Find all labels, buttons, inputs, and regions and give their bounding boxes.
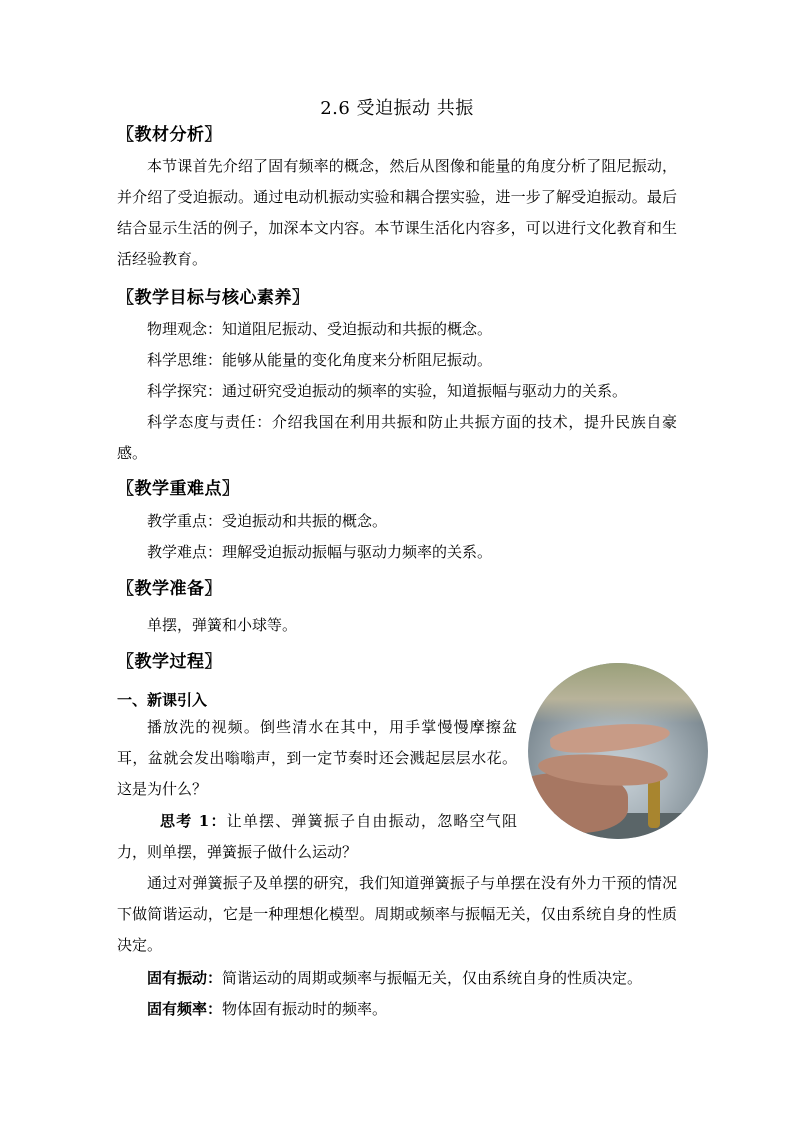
intro-heading: 一、新课引入 — [117, 691, 208, 709]
goal-scientific-inquiry: 科学探究：通过研究受迫振动的频率的实验，知道振幅与驱动力的关系。 — [147, 382, 628, 400]
heading-keypoints: 〖教学重难点〗 — [117, 479, 240, 499]
keypoint-focus: 教学重点：受迫振动和共振的概念。 — [147, 512, 388, 530]
think-label: 思考 1： — [160, 812, 227, 830]
explain-paragraph: 通过对弹簧振子及单摆的研究，我们知道弹簧振子与单摆在没有外力干预的情况下做简谐运动，它是一种理想化模型。周期或频率与振幅无关，仅由系统自身的性质决定。 — [117, 874, 677, 954]
analysis-paragraph: 本节课首先介绍了固有频率的概念，然后从图像和能量的角度分析了阻尼振动，并介绍了受迫振动。通过电动机振动实验和耦合摆实验，进一步了解受迫振动。最后结合显示生活的例子，加深本文内容。本节课生活化内容多，可以进行文化教育和生活经验教育。 — [117, 157, 677, 268]
intro-paragraph: 播放洗的视频。倒些清水在其中，用手掌慢慢摩擦盆耳，盆就会发出嗡嗡声，到一定节奏时还会溅起层层水花。这是为什么？ — [117, 718, 517, 798]
keypoint-difficulty: 教学难点：理解受迫振动振幅与驱动力频率的关系。 — [147, 543, 493, 561]
goal-scientific-thinking: 科学思维：能够从能量的变化角度来分析阻尼振动。 — [147, 351, 493, 369]
prep-text: 单摆，弹簧和小球等。 — [147, 616, 298, 634]
natural-vibration-text: 简谐运动的周期或频率与振幅无关，仅由系统自身的性质决定。 — [222, 969, 643, 987]
washbasin-hands-photo — [528, 663, 708, 839]
heading-analysis: 〖教材分析〗 — [117, 125, 222, 145]
goal-scientific-attitude: 科学态度与责任：介绍我国在利用共振和防止共振方面的技术，提升民族自豪感。 — [117, 413, 677, 462]
think-text: 让单摆、弹簧振子自由振动，忽略空气阻力，则单摆，弹簧振子做什么运动？ — [117, 812, 517, 861]
goal-physics-concept: 物理观念：知道阻尼振动、受迫振动和共振的概念。 — [147, 320, 493, 338]
heading-prep: 〖教学准备〗 — [117, 579, 222, 599]
heading-goals: 〖教学目标与核心素养〗 — [117, 288, 310, 308]
natural-vibration-label: 固有振动： — [147, 969, 223, 987]
natural-frequency-text: 物体固有振动时的频率。 — [222, 1000, 388, 1018]
page-title: 2.6 受迫振动 共振 — [320, 98, 474, 119]
natural-frequency-line — [147, 994, 387, 1025]
heading-process: 〖教学过程〗 — [117, 652, 222, 672]
think-paragraph — [117, 806, 517, 868]
natural-vibration-line — [147, 963, 642, 994]
natural-frequency-label: 固有频率： — [147, 1000, 223, 1018]
